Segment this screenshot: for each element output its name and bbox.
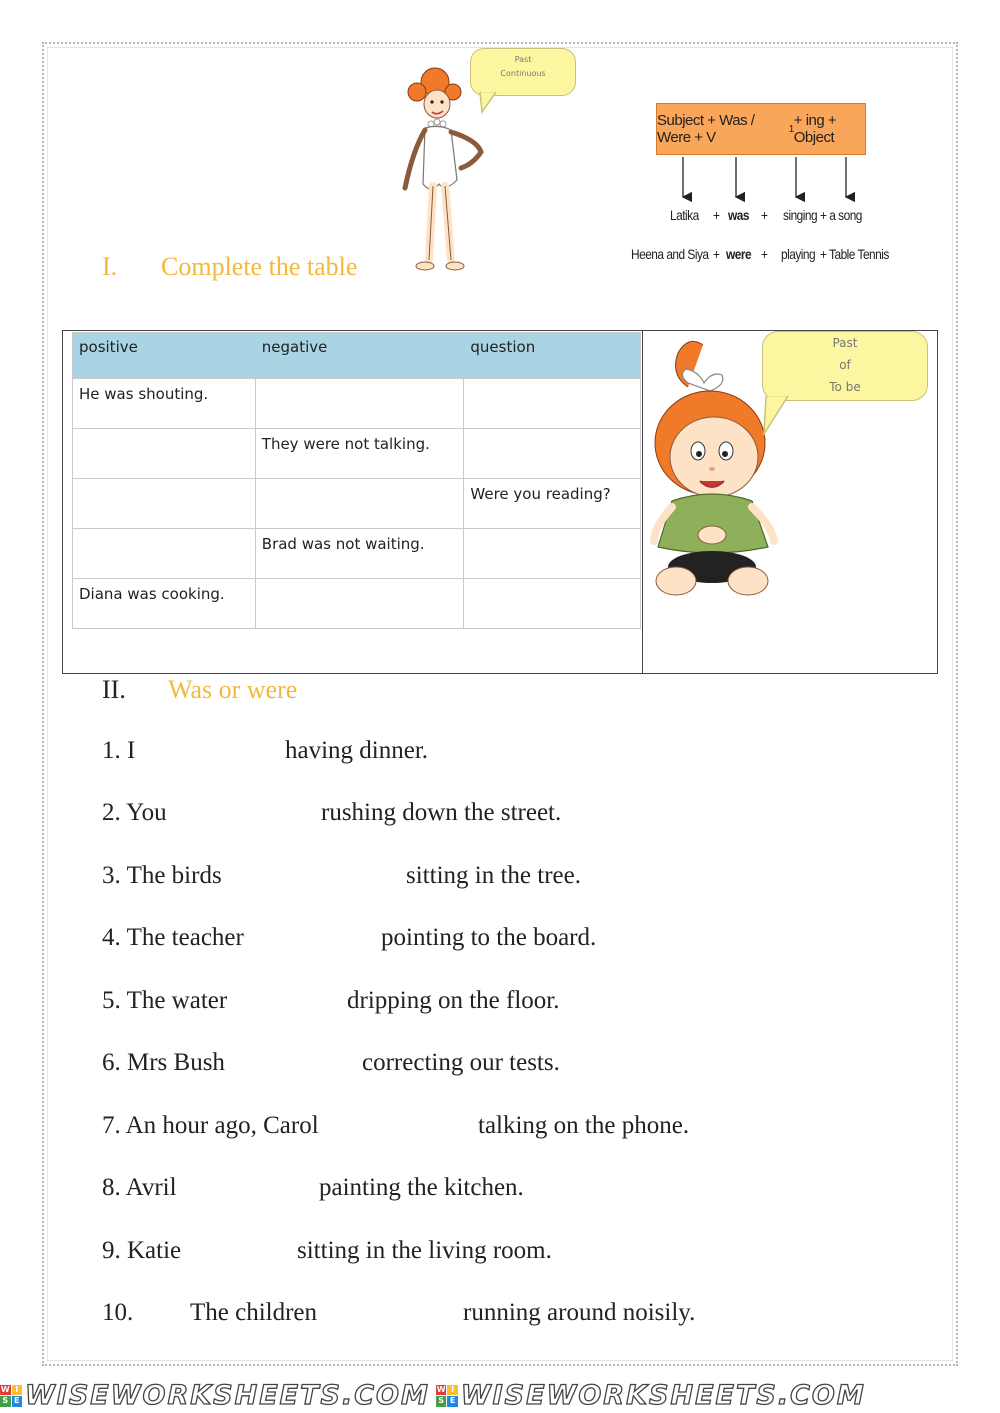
bubble-line: To be <box>829 380 861 394</box>
logo-letter: E <box>12 1396 23 1407</box>
table-cell[interactable] <box>73 479 256 529</box>
section-2-number: II. <box>102 675 126 704</box>
exercise-number: 6. <box>102 1049 121 1076</box>
exercise-item <box>102 737 429 765</box>
exercise-subject: Avril <box>125 1174 177 1201</box>
table-row <box>73 579 641 629</box>
bubble-line: Continuous <box>500 69 546 78</box>
exercise-rest: talking on the phone. <box>478 1112 690 1139</box>
formula-row1-ing: singing <box>783 207 818 223</box>
formula-row1-plus2: + <box>761 207 768 223</box>
formula-row2-object: + Table Tennis <box>820 246 889 262</box>
exercise-number: 1. <box>102 737 121 764</box>
exercise-subject: The teacher <box>126 924 244 951</box>
table-row <box>73 429 641 479</box>
watermark-logo <box>0 1380 430 1411</box>
logo-letter: W <box>436 1384 446 1394</box>
table-row <box>73 379 641 429</box>
header-positive: positive <box>73 333 256 379</box>
formula-row1-object: + a song <box>820 207 862 223</box>
footer-watermark <box>0 1378 1000 1413</box>
formula-sub: 1 <box>788 123 794 135</box>
exercise-rest: sitting in the tree. <box>406 862 581 889</box>
section-1-number: I. <box>102 252 118 281</box>
bubble-line: of <box>839 358 851 372</box>
exercise-rest: correcting our tests. <box>362 1049 560 1076</box>
exercise-number: 5. <box>102 987 121 1014</box>
logo-text: WISEWORKSHEETS.COM <box>25 1380 430 1411</box>
section-2-title: Was or were <box>168 675 298 704</box>
table-cell[interactable] <box>464 429 641 479</box>
table-cell[interactable]: He was shouting. <box>73 379 256 429</box>
exercise-rest: having dinner. <box>285 737 429 764</box>
logo-text: WISEWORKSHEETS.COM <box>460 1380 866 1411</box>
bubble-tail-baby <box>760 396 790 436</box>
formula-row1-subject: Latika <box>670 207 699 223</box>
exercise-item <box>102 1237 552 1265</box>
header-question: question <box>464 333 641 379</box>
speech-bubble-top <box>470 48 576 96</box>
formula-row2-verb: were <box>726 246 752 262</box>
table-cell[interactable]: They were not talking. <box>255 429 464 479</box>
exercise-rest: dripping on the floor. <box>347 987 560 1014</box>
exercise-item <box>102 924 597 952</box>
table-cell[interactable] <box>464 579 641 629</box>
table-cell[interactable] <box>255 579 464 629</box>
exercise-number: 10. <box>102 1299 134 1326</box>
table-cell[interactable]: Diana was cooking. <box>73 579 256 629</box>
section-1-heading <box>102 252 358 282</box>
bubble-tail <box>478 92 500 114</box>
exercise-rest: pointing to the board. <box>381 924 597 951</box>
exercise-rest: running around noisily. <box>463 1299 696 1326</box>
table-cell[interactable] <box>255 479 464 529</box>
exercise-number: 8. <box>102 1174 121 1201</box>
table-cell[interactable] <box>73 429 256 479</box>
logo-letter: E <box>447 1396 458 1407</box>
exercise-item <box>102 862 581 890</box>
formula-row2-plus: + <box>713 246 720 262</box>
complete-table <box>72 332 641 629</box>
formula-row1-verb: was <box>728 207 749 223</box>
exercise-item <box>102 987 560 1015</box>
exercise-item <box>102 1049 560 1077</box>
formula-row2-ing: playing <box>781 246 816 262</box>
exercise-subject: Katie <box>127 1237 182 1264</box>
table-cell[interactable]: Brad was not waiting. <box>255 529 464 579</box>
logo-letter: I <box>12 1385 23 1396</box>
table-cell[interactable]: Were you reading? <box>464 479 641 529</box>
formula-text: Subject + Was / Were + V <box>657 112 755 146</box>
table-cell[interactable] <box>464 529 641 579</box>
logo-letter: S <box>436 1396 447 1407</box>
formula-header <box>656 103 866 155</box>
exercise-item <box>102 799 562 827</box>
table-frame-divider <box>642 330 643 674</box>
logo-square-icon <box>0 1385 22 1407</box>
table-row <box>73 479 641 529</box>
logo-square-icon <box>436 1385 458 1407</box>
exercise-subject: An hour ago, Carol <box>125 1112 319 1139</box>
exercise-rest: rushing down the street. <box>321 799 562 826</box>
section-2-heading <box>102 675 298 705</box>
logo-letter: I <box>447 1385 458 1396</box>
exercise-item <box>102 1112 690 1140</box>
exercise-subject: You <box>126 799 167 826</box>
bubble-line: Past <box>514 55 532 64</box>
bubble-line: Past <box>832 336 858 350</box>
watermark-logo <box>436 1380 866 1411</box>
exercise-number: 9. <box>102 1237 121 1264</box>
formula-row1-plus: + <box>713 207 720 223</box>
formula-row2-subject: Heena and Siya <box>631 246 709 262</box>
section-1-title: Complete the table <box>161 252 358 281</box>
exercise-number: 2. <box>102 799 121 826</box>
table-cell[interactable] <box>255 379 464 429</box>
exercise-number: 4. <box>102 924 121 951</box>
exercise-item <box>102 1299 696 1327</box>
exercise-rest: sitting in the living room. <box>297 1237 552 1264</box>
table-header-row <box>73 333 641 379</box>
exercise-number: 3. <box>102 862 121 889</box>
exercise-subject: Mrs Bush <box>127 1049 225 1076</box>
exercise-subject: The children <box>190 1299 318 1326</box>
speech-bubble-baby <box>762 331 928 401</box>
table-cell[interactable] <box>73 529 256 579</box>
table-row <box>73 529 641 579</box>
exercise-item <box>102 1174 524 1202</box>
formula-text-tail: + ing + Object <box>793 112 837 146</box>
header-negative: negative <box>255 333 464 379</box>
table-cell[interactable] <box>464 379 641 429</box>
exercise-subject: I <box>127 737 136 764</box>
exercise-subject: The birds <box>126 862 222 889</box>
formula-row2-plus2: + <box>761 246 768 262</box>
logo-letter: S <box>0 1396 11 1407</box>
exercise-number: 7. <box>102 1112 121 1139</box>
exercise-rest: painting the kitchen. <box>319 1174 524 1201</box>
logo-letter: W <box>0 1384 10 1394</box>
formula-arrows <box>656 155 866 205</box>
exercise-subject: The water <box>126 987 228 1014</box>
